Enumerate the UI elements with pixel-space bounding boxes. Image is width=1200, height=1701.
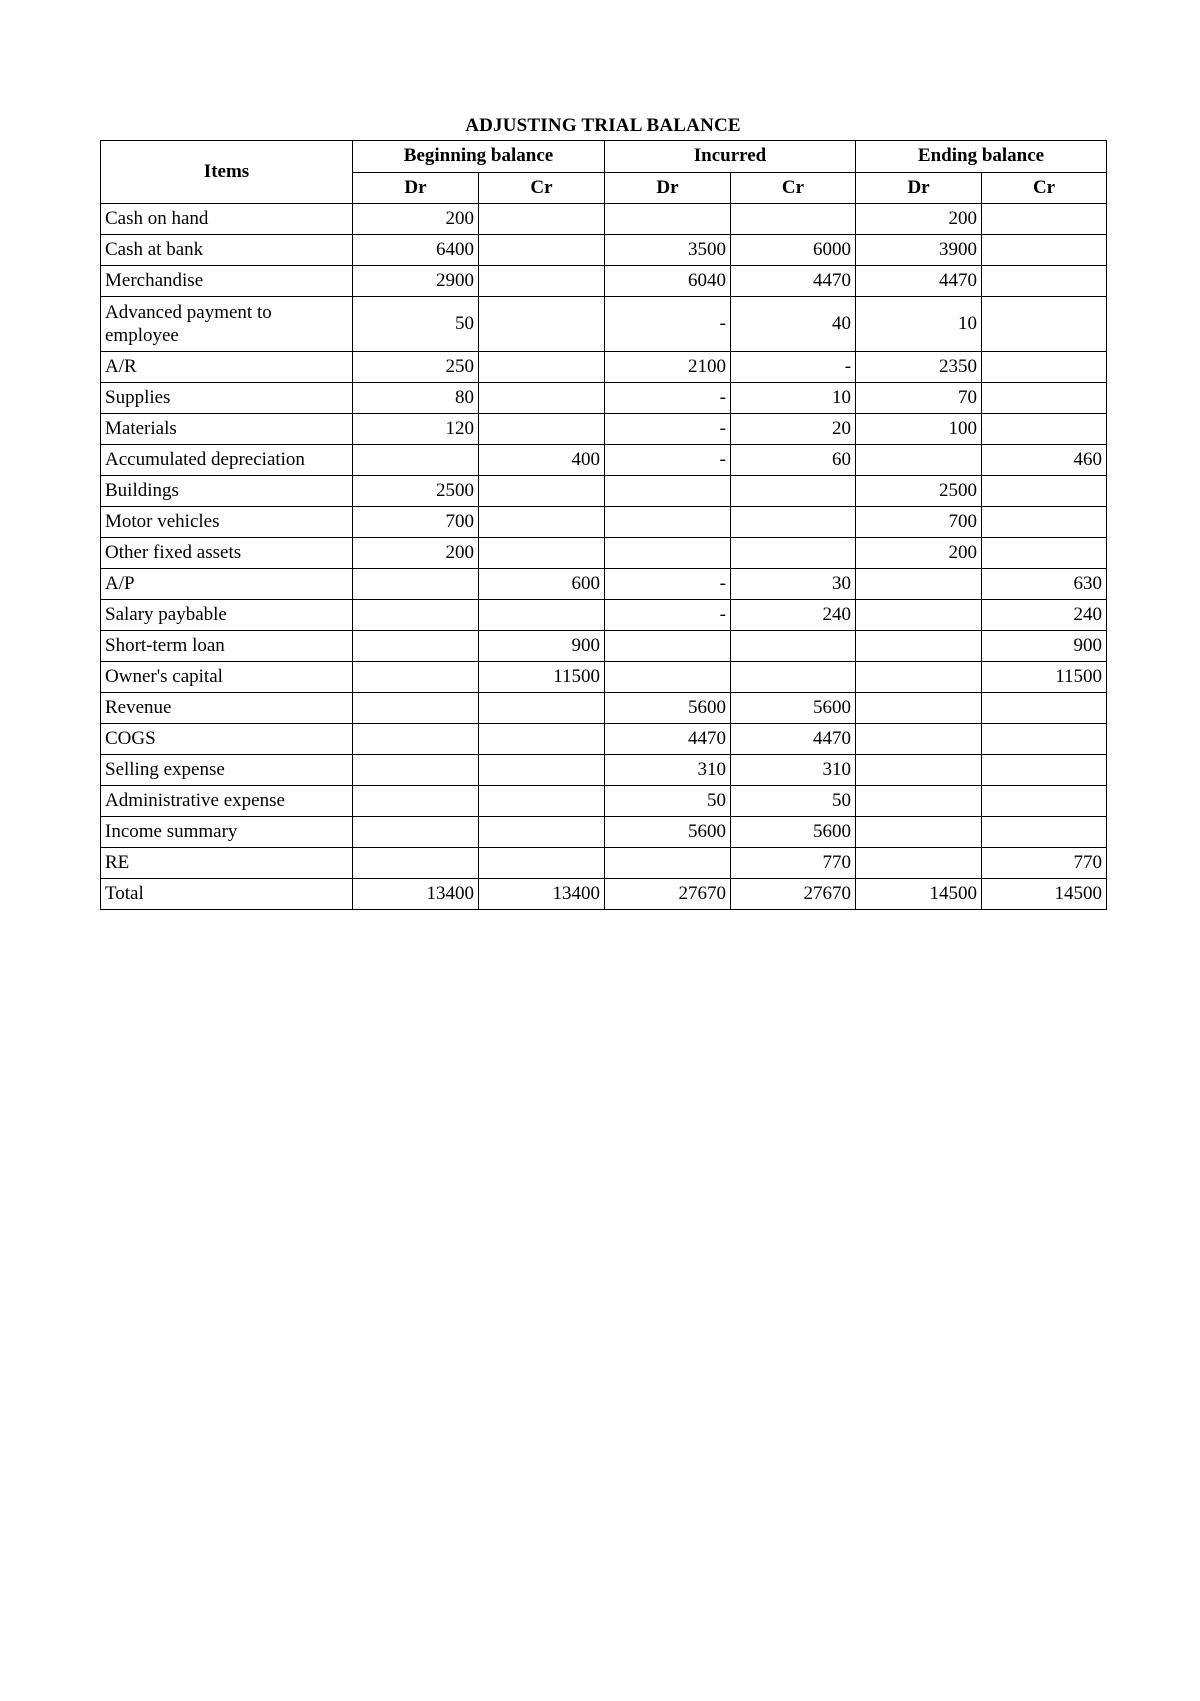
item-cell: Income summary (101, 817, 353, 848)
page-title: ADJUSTING TRIAL BALANCE (465, 115, 741, 136)
ending-dr-cell (856, 569, 982, 600)
incurred-cr-cell: 50 (731, 786, 856, 817)
table-row (101, 352, 1107, 383)
incurred-cr-cell (731, 631, 856, 662)
trial-balance-table (100, 140, 1107, 910)
table-body (101, 204, 1107, 910)
ending-cr-cell (982, 204, 1107, 235)
cr-header: Cr (982, 172, 1107, 204)
dr-header: Dr (856, 172, 982, 204)
beginning-dr-cell (353, 817, 479, 848)
item-cell: Motor vehicles (101, 507, 353, 538)
beginning-cr-cell (479, 693, 605, 724)
beginning-dr-cell (353, 724, 479, 755)
table-row (101, 724, 1107, 755)
header-row-groups (101, 141, 1107, 173)
cr-header: Cr (479, 172, 605, 204)
table-row (101, 600, 1107, 631)
incurred-cr-cell: - (731, 352, 856, 383)
ending-dr-cell: 200 (856, 538, 982, 569)
beginning-cr-cell (479, 352, 605, 383)
beginning-cr-cell (479, 538, 605, 569)
beginning-dr-cell (353, 755, 479, 786)
incurred-dr-cell: 27670 (605, 879, 731, 910)
incurred-dr-cell: 4470 (605, 724, 731, 755)
ending-dr-cell (856, 600, 982, 631)
incurred-cr-cell: 4470 (731, 724, 856, 755)
beginning-dr-cell (353, 693, 479, 724)
incurred-dr-cell: - (605, 569, 731, 600)
incurred-cr-cell: 310 (731, 755, 856, 786)
beginning-cr-cell (479, 724, 605, 755)
incurred-dr-cell (605, 662, 731, 693)
incurred-dr-cell (605, 204, 731, 235)
incurred-dr-cell: - (605, 600, 731, 631)
table-row (101, 445, 1107, 476)
ending-cr-cell: 14500 (982, 879, 1107, 910)
beginning-dr-cell: 200 (353, 204, 479, 235)
table-row (101, 538, 1107, 569)
item-cell: Advanced payment to employee (101, 297, 353, 352)
ending-dr-cell (856, 445, 982, 476)
item-cell: Merchandise (101, 266, 353, 297)
incurred-dr-cell: 2100 (605, 352, 731, 383)
beginning-cr-cell: 13400 (479, 879, 605, 910)
item-cell: Other fixed assets (101, 538, 353, 569)
ending-dr-cell: 14500 (856, 879, 982, 910)
ending-cr-cell (982, 786, 1107, 817)
incurred-dr-cell: - (605, 297, 731, 352)
beginning-cr-cell (479, 266, 605, 297)
beginning-dr-cell (353, 662, 479, 693)
table-row (101, 476, 1107, 507)
beginning-dr-cell: 50 (353, 297, 479, 352)
ending-cr-cell (982, 817, 1107, 848)
ending-cr-cell (982, 476, 1107, 507)
beginning-dr-cell: 200 (353, 538, 479, 569)
ending-cr-cell (982, 507, 1107, 538)
incurred-cr-cell: 6000 (731, 235, 856, 266)
trial-balance-sheet (100, 112, 1106, 910)
beginning-dr-cell (353, 569, 479, 600)
ending-cr-cell (982, 235, 1107, 266)
incurred-cr-cell: 20 (731, 414, 856, 445)
beginning-dr-cell (353, 445, 479, 476)
ending-dr-cell: 2500 (856, 476, 982, 507)
ending-dr-cell (856, 693, 982, 724)
incurred-dr-cell: 3500 (605, 235, 731, 266)
item-cell: Materials (101, 414, 353, 445)
beginning-dr-cell (353, 600, 479, 631)
incurred-dr-cell: - (605, 383, 731, 414)
item-cell: A/R (101, 352, 353, 383)
beginning-cr-cell (479, 383, 605, 414)
incurred-cr-cell: 60 (731, 445, 856, 476)
item-cell: Total (101, 879, 353, 910)
incurred-dr-cell (605, 538, 731, 569)
beginning-cr-cell (479, 414, 605, 445)
table-row (101, 266, 1107, 297)
incurred-cr-cell: 40 (731, 297, 856, 352)
ending-dr-cell (856, 662, 982, 693)
beginning-dr-cell: 2900 (353, 266, 479, 297)
beginning-dr-cell: 250 (353, 352, 479, 383)
item-cell: RE (101, 848, 353, 879)
ending-cr-cell (982, 414, 1107, 445)
ending-cr-cell (982, 297, 1107, 352)
incurred-cr-cell (731, 204, 856, 235)
incurred-dr-cell (605, 848, 731, 879)
ending-cr-cell: 240 (982, 600, 1107, 631)
incurred-cr-cell (731, 507, 856, 538)
table-row (101, 507, 1107, 538)
ending-dr-cell: 2350 (856, 352, 982, 383)
incurred-dr-cell: - (605, 414, 731, 445)
incurred-cr-cell: 770 (731, 848, 856, 879)
table-row (101, 848, 1107, 879)
ending-cr-cell: 770 (982, 848, 1107, 879)
incurred-cr-cell (731, 476, 856, 507)
group-header-ending-balance: Ending balance (856, 141, 1107, 173)
table-row (101, 631, 1107, 662)
cr-header: Cr (731, 172, 856, 204)
beginning-cr-cell (479, 297, 605, 352)
ending-dr-cell: 700 (856, 507, 982, 538)
incurred-dr-cell: - (605, 445, 731, 476)
beginning-cr-cell (479, 507, 605, 538)
item-cell: Supplies (101, 383, 353, 414)
beginning-cr-cell (479, 476, 605, 507)
ending-dr-cell: 3900 (856, 235, 982, 266)
ending-dr-cell (856, 817, 982, 848)
group-header-beginning-balance: Beginning balance (353, 141, 605, 173)
item-cell: A/P (101, 569, 353, 600)
item-cell: Short-term loan (101, 631, 353, 662)
beginning-cr-cell: 400 (479, 445, 605, 476)
table-row (101, 755, 1107, 786)
beginning-cr-cell: 11500 (479, 662, 605, 693)
group-header-incurred: Incurred (605, 141, 856, 173)
ending-dr-cell (856, 631, 982, 662)
ending-dr-cell (856, 786, 982, 817)
beginning-dr-cell: 120 (353, 414, 479, 445)
incurred-cr-cell (731, 662, 856, 693)
item-cell: Administrative expense (101, 786, 353, 817)
table-row (101, 383, 1107, 414)
ending-cr-cell (982, 693, 1107, 724)
beginning-cr-cell (479, 786, 605, 817)
ending-dr-cell (856, 724, 982, 755)
ending-cr-cell: 11500 (982, 662, 1107, 693)
dr-header: Dr (353, 172, 479, 204)
items-header: Items (101, 141, 353, 204)
ending-cr-cell (982, 266, 1107, 297)
beginning-dr-cell (353, 631, 479, 662)
incurred-cr-cell: 240 (731, 600, 856, 631)
ending-dr-cell: 100 (856, 414, 982, 445)
beginning-dr-cell: 80 (353, 383, 479, 414)
incurred-cr-cell: 10 (731, 383, 856, 414)
ending-dr-cell (856, 755, 982, 786)
item-cell: Salary paybable (101, 600, 353, 631)
ending-cr-cell: 460 (982, 445, 1107, 476)
beginning-cr-cell (479, 755, 605, 786)
ending-cr-cell (982, 724, 1107, 755)
incurred-dr-cell: 310 (605, 755, 731, 786)
table-row (101, 235, 1107, 266)
beginning-dr-cell (353, 848, 479, 879)
ending-dr-cell: 10 (856, 297, 982, 352)
incurred-dr-cell (605, 631, 731, 662)
beginning-dr-cell: 6400 (353, 235, 479, 266)
incurred-dr-cell (605, 476, 731, 507)
incurred-dr-cell: 5600 (605, 693, 731, 724)
beginning-cr-cell (479, 848, 605, 879)
ending-dr-cell: 4470 (856, 266, 982, 297)
ending-cr-cell: 900 (982, 631, 1107, 662)
table-row (101, 204, 1107, 235)
beginning-dr-cell (353, 786, 479, 817)
ending-dr-cell: 200 (856, 204, 982, 235)
beginning-cr-cell (479, 817, 605, 848)
item-cell: Cash on hand (101, 204, 353, 235)
beginning-cr-cell (479, 235, 605, 266)
table-row (101, 569, 1107, 600)
item-cell: Selling expense (101, 755, 353, 786)
beginning-dr-cell: 2500 (353, 476, 479, 507)
table-row (101, 879, 1107, 910)
incurred-cr-cell: 30 (731, 569, 856, 600)
item-cell: Buildings (101, 476, 353, 507)
ending-cr-cell (982, 538, 1107, 569)
incurred-cr-cell: 5600 (731, 817, 856, 848)
ending-dr-cell (856, 848, 982, 879)
item-cell: Owner's capital (101, 662, 353, 693)
item-cell: Revenue (101, 693, 353, 724)
beginning-dr-cell: 13400 (353, 879, 479, 910)
item-cell: Cash at bank (101, 235, 353, 266)
dr-header: Dr (605, 172, 731, 204)
ending-cr-cell (982, 755, 1107, 786)
incurred-dr-cell: 50 (605, 786, 731, 817)
incurred-cr-cell: 27670 (731, 879, 856, 910)
ending-cr-cell: 630 (982, 569, 1107, 600)
table-row (101, 297, 1107, 352)
table-row (101, 414, 1107, 445)
beginning-cr-cell (479, 600, 605, 631)
table-row (101, 662, 1107, 693)
incurred-cr-cell: 4470 (731, 266, 856, 297)
beginning-cr-cell: 600 (479, 569, 605, 600)
table-row (101, 817, 1107, 848)
beginning-cr-cell (479, 204, 605, 235)
incurred-cr-cell (731, 538, 856, 569)
ending-cr-cell (982, 383, 1107, 414)
ending-dr-cell: 70 (856, 383, 982, 414)
incurred-dr-cell: 5600 (605, 817, 731, 848)
table-row (101, 786, 1107, 817)
item-cell: Accumulated depreciation (101, 445, 353, 476)
incurred-cr-cell: 5600 (731, 693, 856, 724)
item-cell: COGS (101, 724, 353, 755)
beginning-cr-cell: 900 (479, 631, 605, 662)
beginning-dr-cell: 700 (353, 507, 479, 538)
table-row (101, 693, 1107, 724)
incurred-dr-cell: 6040 (605, 266, 731, 297)
ending-cr-cell (982, 352, 1107, 383)
incurred-dr-cell (605, 507, 731, 538)
